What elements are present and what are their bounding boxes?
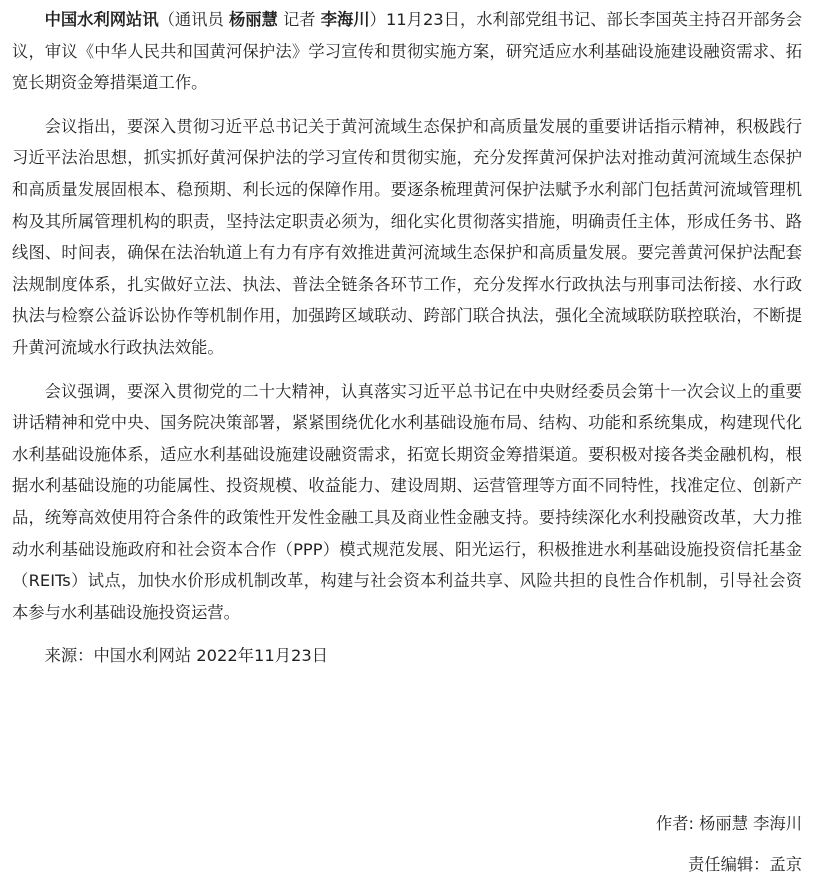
article-body (12, 4, 802, 672)
news-agency-label: 中国水利网站讯 (44, 10, 159, 29)
open-paren: （ (158, 10, 175, 29)
journalist-role: 记者 (277, 10, 321, 29)
paragraph-meeting-points: 会议指出，要深入贯彻习近平总书记关于黄河流域生态保护和高质量发展的重要讲话指示精神，积极践行习近平法治思想，抓实抓好黄河保护法的学习宣传和贯彻实施，充分发挥黄河保护法对推动黄河流域生态保护和高质量发展固根本、稳预期、利长远的保障作用。要逐条梳理黄河保护法赋予水利部门包括黄河流域管理机构及其所属管理机构的职责，坚持法定职责必须为，细化实化贯彻落实措施，明确责任主体，形成任务书、路线图、时间表，确保在法治轨道上有力有序有效推进黄河流域生态保护和高质量发展。要完善黄河保护法配套法规制度体系，扎实做好立法、执法、普法全链条各环节工作，充分发挥水行政执法与刑事司法衔接、水行政执法与检察公益诉讼协作等机制作用，加强跨区域联动、跨部门联合执法，强化全流域联防联控联治，不断提升黄河流域水行政执法效能。 (12, 116, 802, 357)
lead-text: 11月23日，水利部党组书记、部长李国英主持召开部务会议，审议《中华人民共和国黄河保护法》学习宣传和贯彻实施方案，研究适应水利基础设施建设融资需求、拓宽长期资金筹措渠道工作。 (12, 10, 802, 93)
journalist-name: 李海川 (320, 10, 370, 29)
source-line: 来源：中国水利网站 2022年11月23日 (44, 646, 329, 666)
close-paren: ） (369, 10, 386, 29)
reporter-name: 杨丽慧 (228, 10, 278, 29)
lead-paragraph (12, 4, 802, 99)
reporter-role: 通讯员 (174, 10, 229, 29)
author-line: 作者: 杨丽慧 李海川 (655, 814, 802, 833)
paragraph-meeting-emphasis: 会议强调，要深入贯彻党的二十大精神，认真落实习近平总书记在中央财经委员会第十一次会议上的重要讲话精神和党中央、国务院决策部署，紧紧围绕优化水利基础设施布局、结构、功能和系统集成，构建现代化水利基础设施体系，适应水利基础设施建设融资需求，拓宽长期资金筹措渠道。要积极对接各类金融机构，根据水利基础设施的功能属性、投资规模、收益能力、建设周期、运营管理等方面不同特性，找准定位、创新产品，统筹高效使用符合条件的政策性开发性金融工具及商业性金融支持。要持续深化水利投融资改革，大力推动水利基础设施政府和社会资本合作（PPP）模式规范发展、阳光运行，积极推进水利基础设施投资信托基金（REITs）试点，加快水价形成机制改革，构建与社会资本利益共享、风险共担的良性合作机制，引导社会资本参与水利基础设施投资运营。 (12, 381, 802, 622)
editor-line: 责任编辑：孟京 (688, 855, 802, 874)
